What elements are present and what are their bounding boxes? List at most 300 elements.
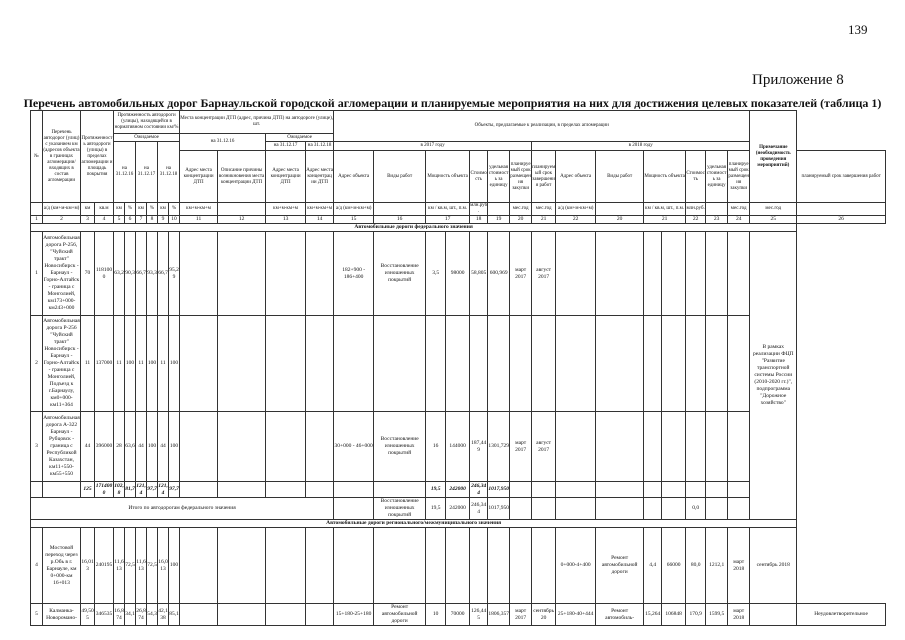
- header-obj-addr: Адрес объекта: [334, 151, 374, 203]
- col-num: 12: [218, 216, 266, 224]
- col-num: 15: [334, 216, 374, 224]
- row-cell: [306, 232, 334, 316]
- row-cell: [180, 604, 218, 626]
- unit-cell: [706, 203, 728, 216]
- summary-cost: 246,344: [470, 498, 488, 520]
- row-cell: 170,9: [686, 604, 706, 626]
- header-year-2017: в 2017 году: [334, 142, 532, 151]
- header-work-2018: Виды работ: [596, 151, 644, 203]
- row-cell: [686, 482, 706, 498]
- row-cell: [218, 604, 266, 626]
- row-cell: 182+900 - 186+400: [334, 232, 374, 316]
- row-cell: [266, 482, 306, 498]
- col-num: 20: [596, 216, 644, 224]
- col-num: 22: [556, 216, 596, 224]
- row-cell: 70000: [446, 604, 470, 626]
- col-num: 20: [510, 216, 532, 224]
- row-cell: [180, 232, 218, 316]
- row-cell: [556, 498, 596, 520]
- col-num: 3: [81, 216, 95, 224]
- header-power: Мощность объекта: [426, 151, 470, 203]
- summary-unit-cost: 1017,950: [488, 498, 510, 520]
- total-cell: 246,344: [471, 482, 487, 496]
- row-cell: [532, 498, 556, 520]
- row-cell: 1599,5: [706, 604, 728, 626]
- row-cell: [266, 604, 306, 626]
- row-cell: 3: [31, 412, 43, 482]
- row-cell: [266, 412, 306, 482]
- row-cell: [644, 232, 662, 316]
- row-cell: 11: [114, 316, 125, 412]
- col-num: 21: [644, 216, 686, 224]
- total-cell: 121,4: [136, 482, 146, 496]
- row-cell: 54,3: [147, 604, 158, 626]
- row-cell: 137000: [95, 316, 114, 412]
- row-cell: [374, 528, 426, 604]
- row-cell: [180, 316, 218, 412]
- row-cell: 30+000 - 46+000: [334, 412, 374, 482]
- row-cell: [644, 412, 662, 482]
- row-cell: [306, 528, 334, 604]
- row-cell: [218, 528, 266, 604]
- header-date-2017: на 31.12.17: [136, 142, 158, 203]
- header-plan-done: планируемый срок завершения работ: [532, 151, 556, 203]
- row-cell: [446, 316, 470, 412]
- header-reason: Описание причины возникновения места концентрации ДТП: [218, 151, 266, 203]
- row-cell: [180, 482, 218, 498]
- row-cell: [218, 412, 266, 482]
- row-cell: 1806,357: [488, 604, 510, 626]
- row-cell: 72,5: [147, 528, 158, 604]
- row-cell: 1212,1: [706, 528, 728, 604]
- row-cell: 3,5: [426, 232, 446, 316]
- units-row: [31, 203, 886, 216]
- row-cell: [426, 316, 446, 412]
- col-num: 22: [686, 216, 706, 224]
- row-cell: [266, 316, 306, 412]
- row-cell: Калманка-Новоромано-: [43, 604, 81, 626]
- row-cell: [662, 498, 686, 520]
- row-cell: Ремонт автомобиль-: [596, 604, 644, 626]
- table-header: [31, 111, 886, 224]
- header-addr-dtp-3: Адрес места концентрации ДТП: [306, 151, 334, 203]
- header-obj-addr-2018: Адрес объекта: [556, 151, 596, 203]
- row-cell: 11,613: [136, 528, 147, 604]
- row-cell: Автомобильная дорога Р-256, "Чуйский тракт" Новосибирск - Барнаул - Горно-Алтайск - граница с Монголией, км173+000-км243+000: [43, 232, 81, 316]
- row-cell: 25+180-40+444: [556, 604, 596, 626]
- row-cell: 80,0: [686, 528, 706, 604]
- col-num: 19: [488, 216, 510, 224]
- unit-cell: млн.руб.: [686, 203, 706, 216]
- row-cell: [686, 412, 706, 482]
- row-cell: 100: [169, 528, 180, 604]
- document-title: Перечень автомобильных дорог Барнаульской городской агломерации и планируемые мероприятия на них для достижения целевых показателей (таблица 1): [23, 96, 882, 110]
- unit-cell: [488, 203, 510, 216]
- row-cell: Автомобильная дорога А-322 Барнаул - Рубцовск - граница с Республикой Казахстан, км11+550-км55+550: [43, 412, 81, 482]
- row-cell: [426, 528, 446, 604]
- header-date-2018: на 31.12.18: [158, 142, 180, 203]
- row-cell: 100: [169, 316, 180, 412]
- row-cell: 16,013: [81, 528, 95, 604]
- row-cell: 15+180-25+180: [334, 604, 374, 626]
- col-num: 18: [470, 216, 488, 224]
- row-cell: [510, 482, 532, 498]
- row-cell: сентябрь20: [532, 604, 556, 626]
- row-cell: [470, 528, 488, 604]
- col-num: 4: [95, 216, 114, 224]
- row-cell: 100: [169, 412, 180, 482]
- row-cell: [266, 232, 306, 316]
- header-number: №: [31, 111, 43, 203]
- col-num: 5: [114, 216, 125, 224]
- unit-cell: км: [114, 203, 125, 216]
- total-cell: 121,4: [158, 482, 168, 496]
- row-cell: 144000: [446, 412, 470, 482]
- column-numbers-row: [31, 216, 886, 224]
- row-cell: [686, 232, 706, 316]
- row-cell: 4,4: [644, 528, 662, 604]
- row-cell: 66,7: [158, 232, 169, 316]
- header-power-2018: Мощность объекта: [644, 151, 686, 203]
- unit-cell: км: [81, 203, 95, 216]
- unit-cell: [374, 203, 426, 216]
- row-cell: 2: [31, 316, 43, 412]
- row-cell: [180, 412, 218, 482]
- summary-cost-2018: 0,0: [686, 498, 706, 520]
- row-cell: 1181000: [95, 232, 114, 316]
- row-cell: [334, 316, 374, 412]
- col-num: 23: [706, 216, 728, 224]
- row-cell: 95,29: [169, 232, 180, 316]
- row-cell: [334, 482, 374, 498]
- row-cell: 100: [125, 316, 136, 412]
- row-cell: 16,874: [114, 604, 125, 626]
- unit-cell: мес.год: [532, 203, 556, 216]
- total-cell: 1714000: [95, 482, 113, 496]
- col-num: 2: [43, 216, 81, 224]
- row-cell: 44: [158, 412, 169, 482]
- row-cell: [706, 316, 728, 412]
- row-cell: [706, 232, 728, 316]
- row-cell: 10: [426, 604, 446, 626]
- header-note: Примечание (необходимость проведения мероприятий): [750, 111, 797, 203]
- row-cell: [510, 316, 532, 412]
- row-cell: 66000: [662, 528, 686, 604]
- row-cell: [470, 316, 488, 412]
- row-cell: [532, 528, 556, 604]
- row-cell: 26,874: [136, 604, 147, 626]
- total-cell: 81,7: [125, 482, 136, 498]
- header-plan-post: планируемый срок размещения закупки: [510, 151, 532, 203]
- col-num: 24: [728, 216, 750, 224]
- unit-cell: %: [169, 203, 180, 216]
- row-cell: 16: [426, 412, 446, 482]
- row-cell: 85,1: [169, 604, 180, 626]
- row-cell: [218, 232, 266, 316]
- col-num: 8: [147, 216, 158, 224]
- regional-section: [31, 520, 886, 626]
- unit-cell: [218, 203, 266, 216]
- row-cell: 11: [81, 316, 95, 412]
- row-cell: 90,3: [125, 232, 136, 316]
- unit-cell: км+м-км+м: [306, 203, 334, 216]
- row-cell: [532, 482, 556, 498]
- row-cell: [510, 528, 532, 604]
- section-regional-title: Автомобильные дороги регионального/межмуниципального значения: [31, 520, 797, 528]
- row-cell: март 2017: [510, 232, 532, 316]
- row-cell: 93,3: [147, 232, 158, 316]
- row-cell: [180, 528, 218, 604]
- header-cost: Стоимость: [470, 151, 488, 203]
- row-cell: [644, 316, 662, 412]
- row-cell: Ремонт автомобильной дороги: [374, 604, 426, 626]
- header-normative: Протяженность автодороги (улицы), находящейся в нормативном состоянии км/%: [114, 111, 180, 134]
- unit-cell: км: [136, 203, 147, 216]
- summary-label: Итого по автодорогам федерального значения: [31, 498, 334, 520]
- unit-cell: км+м-км+м: [180, 203, 218, 216]
- row-cell: 11,613: [114, 528, 125, 604]
- unit-cell: мес.год: [510, 203, 532, 216]
- row-cell: Неудовлетворительное: [797, 604, 886, 626]
- row-cell: март 2018: [728, 528, 750, 604]
- row-cell: 240195: [95, 528, 114, 604]
- row-cell: [510, 498, 532, 520]
- row-cell: [596, 498, 644, 520]
- unit-cell: %: [125, 203, 136, 216]
- col-num: 6: [125, 216, 136, 224]
- header-dtp-2016: на 31.12.16: [180, 134, 266, 151]
- row-cell: 66,7: [136, 232, 147, 316]
- row-cell: март 2017: [510, 412, 532, 482]
- total-cell: 125: [81, 482, 95, 498]
- row-cell: Мостовой переход через р.Обь в г. Барнауле, км 0+000-км 16+013: [43, 528, 81, 604]
- row-cell: 346535: [95, 604, 114, 626]
- header-cost-2018: Стоимость: [686, 151, 706, 203]
- row-cell: август 2017: [532, 232, 556, 316]
- row-cell: [556, 412, 596, 482]
- row-cell: август 2017: [532, 412, 556, 482]
- total-cell: 97,7: [169, 482, 180, 498]
- header-unit-cost: удельная стоимость за единицу: [488, 151, 510, 203]
- row-cell: 15,264: [644, 604, 662, 626]
- table-row: [31, 232, 886, 316]
- row-cell: 1301,729: [488, 412, 510, 482]
- row-cell: [43, 482, 81, 498]
- row-cell: 100: [147, 316, 158, 412]
- row-cell: [488, 528, 510, 604]
- row-cell: [686, 316, 706, 412]
- row-cell: 28: [114, 412, 125, 482]
- row-cell: [596, 482, 644, 498]
- header-date-2016: на 31.12.16: [114, 142, 136, 203]
- row-cell: [218, 316, 266, 412]
- table-row: [31, 528, 886, 604]
- col-num: 9: [158, 216, 169, 224]
- row-cell: [488, 316, 510, 412]
- row-cell: [706, 498, 728, 520]
- row-cell: март 2017: [510, 604, 532, 626]
- unit-cell: мес.год: [750, 203, 797, 216]
- header-year-2018: в 2018 году: [532, 142, 750, 151]
- header-addr-dtp-2: Адрес места концентрации ДТП: [266, 151, 306, 203]
- header-length: Протяженность автодороги (улицы) в пределах агломерации и площадь покрытия: [81, 111, 114, 203]
- unit-cell: км / кв.м, шт., п.м.: [426, 203, 470, 216]
- header-dtp-2017: на 31.12.17: [266, 142, 306, 151]
- row-cell: [532, 316, 556, 412]
- row-cell: [644, 498, 662, 520]
- col-num: 13: [266, 216, 306, 224]
- row-cell: 98000: [446, 232, 470, 316]
- unit-cell: кв.м: [95, 203, 114, 216]
- row-cell: март 2018: [728, 604, 750, 626]
- row-cell: 100: [147, 412, 158, 482]
- header-dtp-2018: на 31.12.18: [306, 142, 334, 151]
- unit-cell: млн.руб.: [470, 203, 488, 214]
- row-cell: [728, 498, 750, 520]
- unit-cell: %: [147, 203, 158, 216]
- summary-work: Восстановление изношенных покрытий: [374, 498, 426, 520]
- row-cell: [662, 232, 686, 316]
- summary-power: 19,5: [426, 498, 446, 520]
- row-cell: 34,1: [125, 604, 136, 626]
- row-cell: 16,013: [158, 528, 169, 604]
- row-cell: [644, 482, 662, 498]
- row-cell: [728, 482, 750, 498]
- row-cell: [596, 412, 644, 482]
- row-cell: Восстановление изношенных покрытий: [374, 412, 426, 482]
- row-cell: [750, 604, 797, 626]
- total-cell: 242000: [446, 482, 470, 498]
- row-cell: [556, 316, 596, 412]
- row-cell: [706, 412, 728, 482]
- row-cell: 42,138: [158, 604, 169, 626]
- row-cell: [306, 482, 334, 498]
- unit-cell: [797, 203, 886, 216]
- row-cell: [306, 604, 334, 626]
- row-cell: сентябрь 2018: [750, 528, 797, 604]
- header-plan-done-2018: планируемый срок завершения работ: [797, 151, 886, 203]
- col-num: 25: [750, 216, 797, 224]
- row-cell: 70: [81, 232, 95, 316]
- row-cell: [556, 482, 596, 498]
- unit-cell: мес.год: [728, 203, 750, 216]
- row-cell: 44: [81, 412, 95, 482]
- appendix-label: Приложение 8: [752, 72, 844, 88]
- unit-cell: км / кв.м, шт., п.м.: [644, 203, 686, 216]
- col-num: 11: [180, 216, 218, 224]
- header-expected-dtp: Ожидаемое: [266, 134, 334, 142]
- header-dtp: Места концентрации ДТП (адрес, причина ДТП) на автодороге (улице), шт.: [180, 111, 334, 134]
- row-cell: [334, 528, 374, 604]
- row-cell: [662, 316, 686, 412]
- header-expected: Ожидаемое: [114, 134, 180, 142]
- section-federal-title: Автомобильные дороги федерального значения: [31, 224, 797, 232]
- row-cell: [556, 232, 596, 316]
- row-cell: 126,445: [470, 604, 488, 626]
- header-unit-cost-2018: удельная стоимость за единицу: [706, 151, 728, 203]
- row-cell: 396000: [95, 412, 114, 482]
- unit-cell: а/д (км+м-км+м): [556, 203, 596, 216]
- row-cell: 1: [31, 232, 43, 316]
- row-cell: 187,449: [470, 412, 488, 482]
- summary-area: 242000: [446, 498, 470, 520]
- col-num: 17: [426, 216, 470, 224]
- col-num: 21: [532, 216, 556, 224]
- row-cell: [334, 498, 374, 520]
- row-cell: [31, 482, 43, 498]
- row-cell: [662, 482, 686, 498]
- row-cell: 58,805: [470, 232, 488, 316]
- row-cell: 106848: [662, 604, 686, 626]
- row-cell: Автомобильная дорога Р-256 "Чуйский тракт" Новосибирск - Барнаул - Горно-Алтайск - граница с Монголией, Подъезд к г.Барнаулу, км0+000-км11+364: [43, 316, 81, 412]
- unit-cell: км: [158, 203, 169, 216]
- header-work: Виды работ: [374, 151, 426, 203]
- note-federal: В рамках реализации ФЦП "Развитие транспортной системы России (2010-2020 гг.)", подпрограмма "Дорожное хозяйство": [750, 232, 797, 520]
- row-cell: Ремонт автомобильной дороги: [596, 528, 644, 604]
- roads-table: [30, 110, 886, 626]
- row-cell: 11: [158, 316, 169, 412]
- row-cell: [374, 316, 426, 412]
- row-cell: [218, 482, 266, 498]
- total-cell: 97,7: [147, 482, 158, 498]
- row-cell: [306, 316, 334, 412]
- row-cell: [728, 316, 750, 412]
- row-cell: [728, 412, 750, 482]
- row-cell: [662, 412, 686, 482]
- col-num: 16: [374, 216, 426, 224]
- row-cell: [266, 528, 306, 604]
- row-cell: [446, 528, 470, 604]
- page-number: 139: [848, 22, 868, 37]
- row-cell: 44: [136, 412, 147, 482]
- row-cell: [306, 412, 334, 482]
- header-plan-post-2018: планируемый срок размещения закупки: [728, 151, 750, 203]
- row-cell: 5: [31, 604, 43, 626]
- row-cell: 72,5: [125, 528, 136, 604]
- row-cell: 4: [31, 528, 43, 604]
- row-cell: 49,505: [81, 604, 95, 626]
- col-num: 14: [306, 216, 334, 224]
- total-cell: 19,5: [426, 482, 446, 498]
- row-cell: 600,969: [488, 232, 510, 316]
- unit-cell: [31, 203, 43, 216]
- row-cell: [706, 482, 728, 498]
- header-addr-dtp-1: Адрес места концентрации ДТП: [180, 151, 218, 203]
- col-num: 10: [169, 216, 180, 224]
- unit-cell: [596, 203, 644, 216]
- col-num: 26: [797, 216, 886, 224]
- header-objects: Объекты, предлагаемые к реализации, в пределах агломерации: [334, 111, 750, 142]
- row-cell: 63,6: [125, 412, 136, 482]
- row-cell: 0+000-4+400: [556, 528, 596, 604]
- col-num: 7: [136, 216, 147, 224]
- row-cell: [728, 232, 750, 316]
- row-cell: 63,2: [114, 232, 125, 316]
- unit-cell: а/д (км+м-км+м): [43, 203, 81, 216]
- row-cell: [596, 232, 644, 316]
- row-cell: [374, 482, 426, 498]
- unit-cell: км+м-км+м: [266, 203, 306, 216]
- unit-cell: а/д (км+м-км+м): [334, 203, 374, 216]
- total-cell: 102,8: [114, 482, 124, 496]
- row-cell: [596, 316, 644, 412]
- col-num: 1: [31, 216, 43, 224]
- header-roads: Перечень автодорог (улиц) с указанием км (адресов объекта в границах агломерации/входящих в состав агломерации: [43, 111, 81, 203]
- table-row: [31, 604, 886, 626]
- row-cell: 11: [136, 316, 147, 412]
- total-cell: 1017,950: [488, 482, 510, 498]
- row-cell: Восстановление изношенных покрытий: [374, 232, 426, 316]
